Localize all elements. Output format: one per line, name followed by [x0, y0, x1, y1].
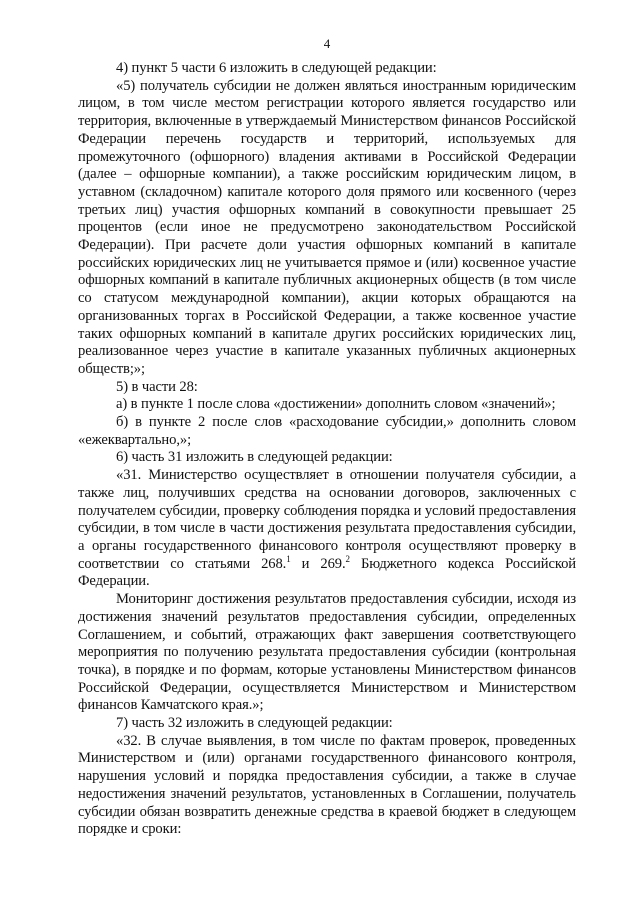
paragraph-subitem-b: б) в пункте 2 после слов «расходование субсидии,» дополнить словом «ежеквартально,»;: [78, 414, 576, 448]
article-superscript-1: 1: [286, 553, 291, 564]
part-31-text-middle: и 269.: [290, 555, 346, 572]
paragraph-item-5: 5) в части 28:: [116, 378, 198, 395]
paragraph-part-31: [78, 467, 576, 591]
part-31-text-end: Бюджетного кодекса Российской Федерации.: [78, 555, 576, 590]
paragraph-monitoring: Мониторинг достижения результатов предоставления субсидии, исходя из достижения значений результатов предоставления субсидии, определенных Соглашением, и событий, отражающих факт завершения соответствующего мероприятия по получению результата предоставления субсидии (контрольная точка), в порядке и по формам, которые установлены Министерством финансов Российской Федерации, осуществляется Министерством и Министерством финансов Камчатского края.»;: [78, 591, 576, 714]
paragraph-item-6: 6) часть 31 изложить в следующей редакции:: [116, 449, 393, 466]
paragraph-item-4: 4) пункт 5 части 6 изложить в следующей редакции:: [116, 60, 437, 76]
article-superscript-2: 2: [345, 553, 350, 564]
page-number: 4: [323, 36, 331, 51]
paragraph-part-32: «32. В случае выявления, в том числе по фактам проверок, проведенных Министерством и (или) органами государственного финансового контроля, нарушения условий и порядка предоставления субсидии, а также в случае недостижения значений результатов, установленных в Соглашении, получатель субсидии обязан возвратить денежные средства в краевой бюджет в следующем порядке и сроки:: [78, 732, 576, 838]
paragraph-subitem-a: а) в пункте 1 после слова «достижении» дополнить словом «значений»;: [116, 396, 556, 413]
paragraph-item-7: 7) часть 32 изложить в следующей редакции:: [116, 715, 393, 732]
part-31-text-start: «31. Министерство осуществляет в отношении получателя субсидии, а также лиц, получивших средства на основании договоров, заключенных с получателем субсидии, проверку соблюдения порядка и условий предоставления субсидии, в том числе в части достижения результата предоставления субсидии, а органы государственного финансового контроля осуществляют проверку в соответствии со статьями 268.: [78, 467, 576, 572]
paragraph-offshore-clause: «5) получатель субсидии не должен являться иностранным юридическим лицом, в том числе местом регистрации которого является государство или территория, включенные в утверждаемый Министерством финансов Российской Федерации перечень государств и территорий, используемых для промежуточного (офшорного) владения активами в Российской Федерации (далее – офшорные компании), а также российским юридическим лицом, в уставном (складочном) капитале которого доля прямого или косвенного (через третьих лиц) участия офшорных компаний в совокупности превышает 25 процентов (если иное не предусмотрено законодательством Российской Федерации). При расчете доли участия офшорных компаний в капитале российских юридических лиц не учитывается прямое и (или) косвенное участие офшорных компаний в капитале публичных акционерных обществ (в том числе со статусом международной компании), акции которых обращаются на организованных торгах в Российской Федерации, а также косвенное участие таких офшорных компаний в капитале других российских юридических лиц, реализованное через участие в капитале указанных публичных акционерных обществ;»;: [78, 77, 576, 377]
